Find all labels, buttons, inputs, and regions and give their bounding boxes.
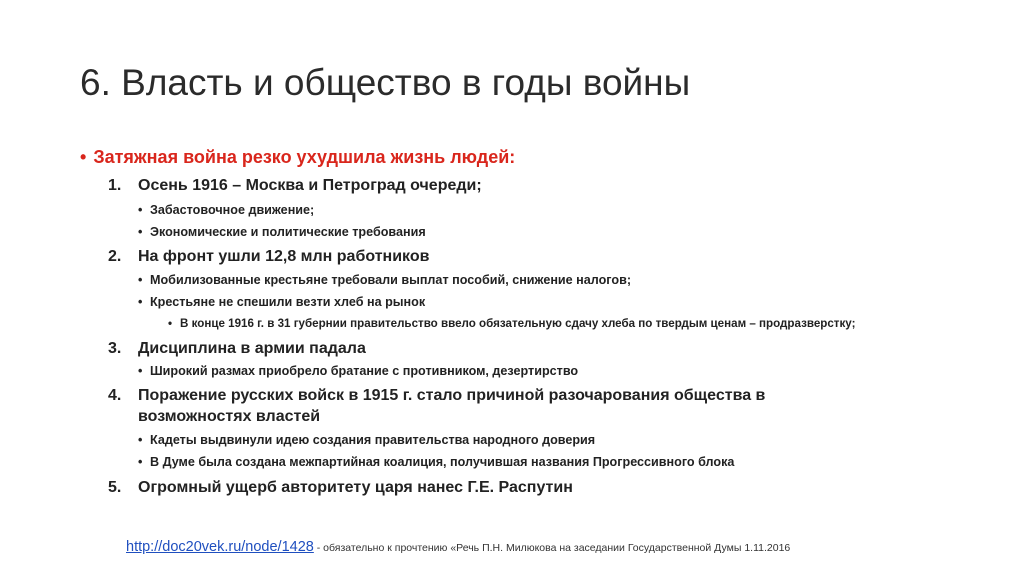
footer-note: - обязательно к прочтению «Речь П.Н. Милюкова на заседании Государственной Думы 1.11.2016	[313, 542, 791, 554]
item-text-line1: Поражение русских войск в 1915 г. стало причиной разочарования общества в	[138, 387, 766, 404]
bullet-icon: •	[138, 455, 143, 469]
bullet-icon: •	[138, 433, 143, 447]
item-text-line2: возможностях властей	[138, 408, 321, 425]
item-number: 3.	[108, 340, 122, 357]
sub-item: • Забастовочное движение;	[138, 203, 315, 217]
sub-item: • Кадеты выдвинули идею создания правительства народного доверия	[138, 433, 596, 447]
lead-bullet	[80, 147, 515, 168]
sub-item: • В Думе была создана межпартийная коалиция, получившая названия Прогрессивного блока	[138, 455, 735, 469]
bullet-icon: •	[138, 273, 143, 287]
bullet-icon: •	[138, 225, 143, 239]
item-number: 2.	[108, 248, 122, 265]
lead-text: Затяжная война резко ухудшила жизнь людей:	[93, 147, 516, 167]
sub-item: • Широкий размах приобрело братание с противником, дезертирство	[138, 364, 579, 378]
slide-title: 6. Власть и общество в годы войны	[80, 62, 691, 103]
bullet-icon: •	[168, 317, 173, 330]
item-number: 4.	[108, 387, 122, 404]
item-number: 5.	[108, 479, 122, 496]
sub-item: • Крестьяне не спешили везти хлеб на рынок	[138, 295, 426, 309]
item-text: На фронт ушли 12,8 млн работников	[138, 248, 430, 265]
item-number: 1.	[108, 177, 122, 194]
item-text: Огромный ущерб авторитету царя нанес Г.Е. Распутин	[138, 479, 573, 496]
sub-item: • Экономические и политические требования	[138, 225, 426, 239]
footer	[126, 538, 790, 556]
sub-sub-item: • В конце 1916 г. в 31 губернии правительство ввело обязательную сдачу хлеба по твердым ценам – продразверстку;	[168, 317, 856, 330]
bullet-icon: •	[80, 147, 87, 167]
sub-item: • Мобилизованные крестьяне требовали выплат пособий, снижение налогов;	[138, 273, 632, 287]
item-text: Осень 1916 – Москва и Петроград очереди;	[138, 177, 482, 194]
bullet-icon: •	[138, 295, 143, 309]
item-text: Дисциплина в армии падала	[138, 340, 366, 357]
bullet-icon: •	[138, 203, 143, 217]
source-link[interactable]: http://doc20vek.ru/node/1428	[126, 539, 314, 555]
bullet-icon: •	[138, 364, 143, 378]
